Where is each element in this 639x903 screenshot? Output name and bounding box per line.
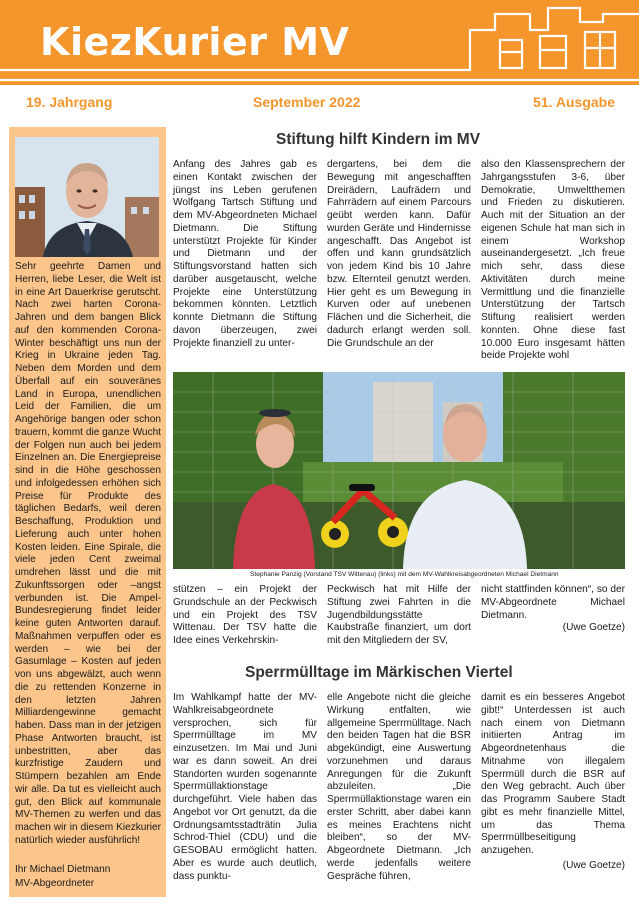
editorial-sidebar [9,127,166,897]
article1-author: (Uwe Goetze) [562,622,625,634]
article1-column-3: also den Klassensprechern der Jahrgangsstufen 3-6, über Demokratie, Umweltthemen und Frieden zu diskutieren. Auch mit der Situation an der eigenen Schule hat man sich in einem Workshop auseinandergesetzt. „Ich freue mich sehr, dass diese Aktivitäten durch meine Vermittlung und die finanzielle Unterstützung der Tartsch Stiftung realisiert werden konnten. Ohne diese fast 10.000 Euro insgesamt hätten beide Projekte wohl [481,159,625,362]
signature-role: MV-Abgeordneter [15,878,95,889]
issue-number: 51. Ausgabe [533,94,615,110]
editorial-text: Sehr geehrte Damen und Herren, liebe Leser, die Welt ist in eine Art Dauerkrise gerutscht. Nach zwei harten Corona-Jahren und dem bangen Blick auf den kommenden Corona-Winter beschäftigt uns nun der Krieg in Ukraine jeden Tag. Neben dem Morden und dem Überfall auf ein souveränes Land in Europa, unendlichen Leid der Familien, die um Angehörige bangen oder schon trauern, kommt die ganze Wucht der Folgen nun auch bei jedem Einzelnen an. Die Energiepreise sind in die Höhe geschossen und infolgedessen erhöhen sich Preise für Produkte des täglichen Bedarfs, weil deren Beschaffung, Produktion und Lieferung auch unter hohen Kosten leiden. Eine Spirale, die viele jeden Cent zweimal umdrehen lässt und die mit Zukunftssorgen oder –angst verbunden ist. Die Ampel-Bundesregierung findet leider keine guten Antworten darauf. Maßnahmen verpuffen oder es werden – wie bei der Gasumlage – Kosten auf jeden von uns abgewälzt, auch wenn die zu rettenden Konzerne in den letzten Jahren Milliardengewinne gemacht haben. Dass man in der jetzigen Phase Antworten braucht, ist unbestritten, aber das kurzfristige Zaudern und Stümpern bezahlen am Ende wir alle. Da tut es vielleicht auch gut, den Blick auf kommunale MV-Themen zu werfen und das machen wir in diesem Kiezkurier natürlich wieder ausführlich! [15,261,161,846]
article1-column-1: Anfang des Jahres gab es einen Kontakt zwischen der jüngst ins Leben gerufenen Wolfgang Tartsch Stiftung und dem MV-Abgeordneten Michael Dietmann. Die Stiftung unterstützt Projekte für Kinder und Dietmann und der Stiftungsvorstand hatten sich darüber ausgetauscht, welche Projekte eine Unterstützung bekommen könnten. Letztlich konnte Dietmann die Stiftung davon überzeugen, zwei Projekte finanziell zu unter- [173,159,317,349]
article1-photo-caption: Stephanie Panzig (Vorstand TSV Wittenau) (links) mit dem MV-Wahlkreisabgeordneten Michael Dietmann [250,571,559,578]
signature-name: Ihr Michael Dietmann [15,864,111,875]
article2-headline: Sperrmülltage im Märkischen Viertel [245,664,513,681]
article1-column-1-continued: stützen – ein Projekt der Grundschule an der Peckwisch und ein Projekt des TSV Wittenau. Der TSV hatte die Idee eines Verkehrskin- [173,584,317,646]
issue-info-bar [0,85,639,119]
article1-closing-text: nicht stattfinden können“, so der MV-Abgeordnete Michael Dietmann. [481,584,625,621]
issue-date: September 2022 [253,94,361,110]
article2-column-3-text: damit es ein besseres Angebot gibt!“ Unterdessen ist auch nach einem von Dietmann initiierten Antrag im Abgeordnetenhaus die Mitnahme von illegalem Sperrmüll durch die BSR auf den Weg gebracht. Auch über das Programm Saubere Stadt gibt es mehr finanzielle Mittel, um das Thema Sperrmüllbeseitigung anzugehen. [481,692,625,856]
volume-label: 19. Jahrgang [26,94,113,110]
author-portrait [15,137,159,257]
newspaper-title: KiezKurier MV [40,20,350,64]
article2-column-2: elle Angebote nicht die gleiche Wirkung entfalten, wie allgemeine Sperrmülltage. Nach den beiden Tagen hat die BSR abgekündigt, eine Auswertung vorzunehmen und daraus Anregungen für die Zukunft abzuleiten. „Die Sperrmüllaktionstage waren ein erster Schritt, aber dabei kann es meines Erachtens nicht bleiben“, so der MV-Abgeordnete Dietmann. „Ich werde jedenfalls weitere Gespräche führen, [327,692,471,882]
article2-author: (Uwe Goetze) [562,859,625,871]
article1-column-2: dergartens, bei dem die Bewegung mit angeschafften Dreirädern, Laufrädern und Fahrrädern auf einem Parcours geübt werden kann. Dafür wurden Geräte und Hindernisse angeschafft. Das Angebot ist offen und kann grundsätzlich von jedem Kind bis 10 Jahre bzw. Elternteil genutzt werden. Hier geht es um Bewegung in Kurven oder auf unebenen Flächen und die Sicherheit, die dadurch erlangt werden soll. Die Grundschule an der [327,159,471,349]
masthead [0,0,639,85]
article1-column-2-continued: Peckwisch hat mit Hilfe der Stiftung zwei Fahrten in die Jugendbildungsstätte Kaubstraße finanziert, um dort mit den Mitgliedern der SV, [327,584,471,646]
article1-headline: Stiftung hilft Kindern im MV [276,131,481,148]
editorial-signature [15,863,161,891]
article2-column-3 [481,692,625,873]
article2-column-1: Im Wahlkampf hatte der MV-Wahlkreisabgeordnete versprochen, sich für Sperrmülltage im MV einzusetzen. Im Mai und Juni war es dann soweit. An drei Standorten wurden sogenannte Sperrmüllaktionstage durchgeführt. Viele haben das Angebot vor Ort genutzt, da die Ordnungsamtsstadträtin Julia Schrod-Thiel (CDU) und die GESOBAU ermöglicht hatten. Aber es wurde auch deutlich, dass punktu- [173,692,317,882]
article1-photo [173,372,625,569]
article1-column-3-continued [481,584,625,635]
